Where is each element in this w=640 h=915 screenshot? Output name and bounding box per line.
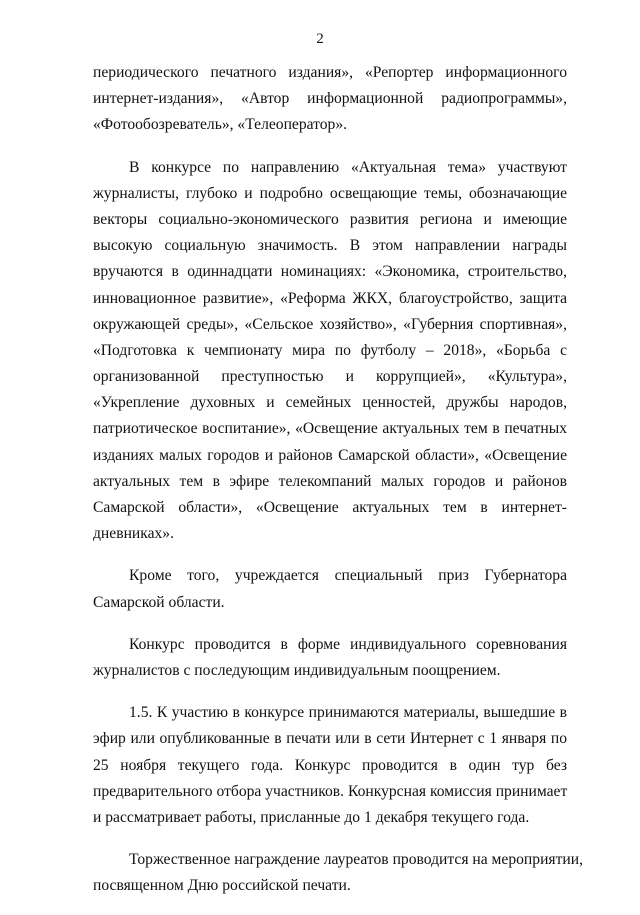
text-line: патриотическое воспитание», «Освещение актуальных тем в печатных	[93, 420, 567, 438]
text-line: актуальных тем в эфире телекомпаний малых городов и районов	[93, 472, 567, 490]
text-line: окружающей среды», «Сельское хозяйство», «Губерния спортивная»,	[93, 315, 567, 333]
text-line: векторы социально-экономического развития региона и имеющие	[93, 210, 567, 228]
text-line: 1.5. К участию в конкурсе принимаются материалы, вышедшие в	[129, 704, 567, 722]
text-line: периодического печатного издания», «Репортер информационного	[93, 64, 567, 81]
text-line: интернет-издания», «Автор информационной радиопрограммы»,	[93, 90, 567, 108]
paragraph-governor-prize	[93, 563, 567, 615]
text-line: 25 ноября текущего года. Конкурс проводится в один тур без	[93, 756, 567, 774]
text-line: организованной преступностью и коррупцией», «Культура»,	[93, 368, 567, 386]
text-line: вручаются в одиннадцати номинациях: «Экономика, строительство,	[93, 263, 567, 281]
text-line: «Укрепление духовных и семейных ценностей, дружбы народов,	[93, 394, 567, 412]
text-line: высокую социальную значимость. В этом направлении награды	[93, 237, 567, 255]
text-line: журналисты, глубоко и подробно освещающие темы, обозначающие	[93, 184, 567, 202]
text-line: Кроме того, учреждается специальный приз Губернатора	[129, 567, 567, 585]
text-line: эфир или опубликованные в печати или в сети Интернет с 1 января по	[93, 730, 567, 748]
page-number: 2	[316, 31, 324, 47]
text-line: «Фотообозреватель», «Телеоператор».	[93, 116, 348, 134]
paragraph-award-ceremony	[93, 847, 583, 899]
text-line: посвященном Дню российской печати.	[93, 877, 351, 895]
text-line: предварительного отбора участников. Конкурсная комиссия принимает	[93, 782, 568, 800]
text-line: журналистов с последующим индивидуальным поощрением.	[93, 661, 501, 679]
text-line: инновационное развитие», «Реформа ЖКХ, благоустройство, защита	[93, 289, 567, 307]
text-line: Самарской области.	[93, 593, 225, 611]
text-line: и рассматривает работы, присланные до 1 декабря текущего года.	[93, 808, 530, 826]
text-line: В конкурсе по направлению «Актуальная тема» участвуют	[129, 158, 567, 176]
text-line: изданиях малых городов и районов Самарской области», «Освещение	[93, 446, 567, 464]
text-line: Самарской области», «Освещение актуальных тем в интернет-	[93, 499, 567, 516]
text-line: Торжественное награждение лауреатов проводится на мероприятии,	[129, 851, 583, 869]
text-line: «Подготовка к чемпионату мира по футболу – 2018», «Борьба с	[93, 341, 567, 359]
paragraph-actual-topic	[93, 155, 567, 548]
text-line: дневниках».	[93, 525, 175, 543]
paragraph-contest-form	[93, 632, 567, 684]
paragraph-section-1-5	[93, 700, 567, 831]
document-body	[93, 60, 583, 915]
paragraph-nominations-continued	[93, 60, 567, 139]
text-line: Конкурс проводится в форме индивидуального соревнования	[129, 635, 567, 653]
